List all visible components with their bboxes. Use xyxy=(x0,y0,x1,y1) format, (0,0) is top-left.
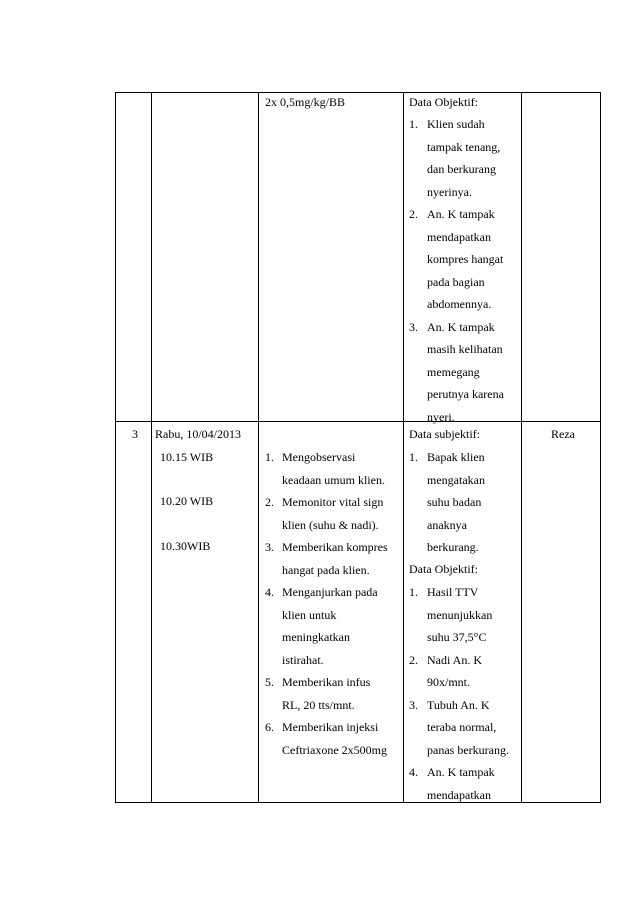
time-entry: 10.15 WIB xyxy=(160,450,214,464)
list-number: 3. xyxy=(409,697,418,712)
list-item-line: nyeri. xyxy=(427,409,455,424)
time-entry: 10.20 WIB xyxy=(160,494,214,508)
column-divider xyxy=(521,93,522,802)
list-item-line: tampak tenang, xyxy=(427,139,501,154)
list-number: 2. xyxy=(409,207,418,221)
list-item-line: An. K tampak xyxy=(427,319,495,334)
list-item-line: abdomennya. xyxy=(427,297,492,311)
row-date: Rabu, 10/04/2013 xyxy=(155,427,241,441)
list-item-line: berkurang. xyxy=(427,540,479,554)
list-item-line: hangat pada klien. xyxy=(282,562,370,577)
row-divider xyxy=(116,421,600,422)
signature-name: Reza xyxy=(551,427,575,441)
list-number: 5. xyxy=(265,675,274,689)
list-item-line: keadaan umum klien. xyxy=(282,472,385,487)
list-item-line: panas berkurang. xyxy=(427,742,509,757)
list-item-line: teraba normal, xyxy=(427,720,497,734)
list-item-line: meningkatkan xyxy=(282,630,350,644)
list-item-line: An. K tampak xyxy=(427,207,495,221)
list-item-line: Memberikan injeksi xyxy=(282,720,379,734)
nursing-record-table xyxy=(115,92,601,803)
list-item-line: menunjukkan xyxy=(427,607,493,622)
list-item-line: Hasil TTV xyxy=(427,585,479,599)
list-item-line: suhu 37,5°C xyxy=(427,630,487,644)
list-number: 3. xyxy=(265,540,274,554)
time-entry: 10.30WIB xyxy=(160,539,211,553)
list-item-line: nyerinya. xyxy=(427,184,472,199)
list-number: 1. xyxy=(409,450,418,464)
list-number: 4. xyxy=(265,585,274,599)
list-item-line: perutnya karena xyxy=(427,387,504,401)
list-number: 4. xyxy=(409,765,418,779)
list-item-line: mendapatkan xyxy=(427,787,491,802)
list-number: 1. xyxy=(409,117,418,131)
column-divider xyxy=(151,93,152,802)
list-item-line: Ceftriaxone 2x500mg xyxy=(282,742,387,757)
list-item-line: anaknya xyxy=(427,517,467,532)
action-tail-text: 2x 0,5mg/kg/BB xyxy=(265,95,346,109)
objective-label: Data Objektif: xyxy=(409,562,478,576)
list-item-line: Memberikan infus xyxy=(282,675,371,689)
column-divider xyxy=(403,93,404,802)
list-number: 3. xyxy=(409,319,418,334)
list-item-line: Menganjurkan pada xyxy=(282,585,378,599)
list-number: 2. xyxy=(409,652,418,667)
list-item-line: Memberikan kompres xyxy=(282,540,388,554)
list-item-line: memegang xyxy=(427,364,480,379)
list-item-line: pada bagian xyxy=(427,274,485,289)
list-item-line: Klien sudah xyxy=(427,117,485,131)
list-number: 6. xyxy=(265,720,274,734)
list-number: 1. xyxy=(409,585,418,599)
list-item-line: Mengobservasi xyxy=(282,450,356,464)
list-number: 2. xyxy=(265,495,274,509)
list-item-line: dan berkurang xyxy=(427,162,496,176)
list-item-line: Tubuh An. K xyxy=(427,697,490,712)
subjective-label: Data subjektif: xyxy=(409,427,480,441)
list-item-line: Memonitor vital sign xyxy=(282,495,384,509)
list-item-line: istirahat. xyxy=(282,652,324,667)
list-number: 1. xyxy=(265,450,274,464)
objective-label: Data Objektif: xyxy=(409,95,478,109)
list-item-line: 90x/mnt. xyxy=(427,675,471,689)
list-item-line: suhu badan xyxy=(427,495,482,509)
list-item-line: mendapatkan xyxy=(427,229,491,244)
row-number: 3 xyxy=(132,427,138,441)
list-item-line: mengatakan xyxy=(427,472,485,487)
list-item-line: klien (suhu & nadi). xyxy=(282,517,379,532)
list-item-line: kompres hangat xyxy=(427,252,504,266)
list-item-line: Bapak klien xyxy=(427,450,485,464)
list-item-line: Nadi An. K xyxy=(427,652,482,667)
column-divider xyxy=(258,93,259,802)
list-item-line: masih kelihatan xyxy=(427,342,503,356)
list-item-line: klien untuk xyxy=(282,607,337,622)
list-item-line: An. K tampak xyxy=(427,765,495,779)
list-item-line: RL, 20 tts/mnt. xyxy=(282,697,355,712)
